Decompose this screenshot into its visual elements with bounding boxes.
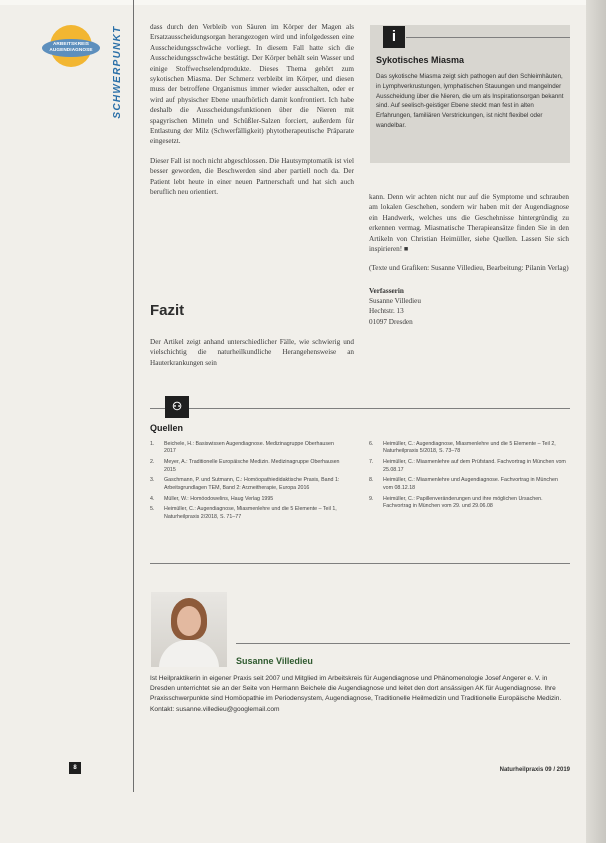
info-box-text: Das sykotische Miasma zeigt sich pathogen auf den Schleimhäuten, in Lymphverkrustungen, lymphatischen Stauungen und mangelnder Ausscheidung über die Nieren, die um als Inspirationsorgan bekannt sind. Auf seelisch-geistiger Ebene steckt man fest in alten Erfahrungen, familiären Verstrickungen, ist nicht flexibel oder wandelbar. — [376, 73, 564, 129]
info-icon: i — [383, 26, 405, 48]
author-contact: Kontakt: susanne.villedieu@googlemail.com — [150, 705, 280, 713]
source-item: 9. Heimüller, C.: Papillenveränderungen und ihre möglichen Ursachen. Fachvortrag in München vom 29. und 29.06.08 — [369, 495, 543, 510]
author-rule — [236, 643, 570, 644]
photo-body — [159, 640, 219, 667]
sources-list-left — [150, 441, 346, 525]
sources-rule — [150, 408, 570, 409]
fazit-paragraph: Der Artikel zeigt anhand unterschiedlicher Fälle, wie schwierig und vielschichtig die naturheilkundliche Herangehensweise an Hauterkrankungen sein — [150, 338, 354, 367]
source-item: 6. Heimüller, C.: Augendiagnose, Miasmenlehre und die 5 Elemente – Teil 2, Naturheilpraxis 5/2018, S. 73–78 — [369, 441, 556, 455]
logo-line-1: ARBEITSKREIS — [52, 41, 90, 46]
section-label-text: SCHWERPUNKT — [112, 25, 123, 119]
author-heading: Verfasserin — [369, 286, 404, 295]
author-bio — [150, 674, 570, 715]
credits: (Texte und Grafiken: Susanne Villedieu, Bearbeitung: Pilanin Verlag) — [369, 264, 569, 273]
author-address — [369, 296, 569, 327]
fazit-heading: Fazit — [150, 302, 185, 319]
author-name: Susanne Villedieu — [236, 656, 313, 666]
source-item: 1. Beichele, H.: Basiswissen Augendiagnose. Medizinagruppe Oberhausen 2017 — [150, 441, 334, 455]
logo-line-2: AUGENDIAGNOSE — [49, 47, 93, 52]
address-street: Hechtstr. 13 — [369, 307, 404, 316]
paragraph: dass durch den Verbleib von Säuren im Körper der Magen als Ersatzausscheidungsorgan herangezogen wird und infolgedessen eine Ausscheidungsschwäche vorliegt. In diesem Fall hatte sich die Ausscheidungsschwäche bestätigt. Der Körper behält sein Wasser und einige Stoffwechselendprodukte. Dieses Thema gehört zum sykotischen Miasma. Der Schmerz verbleibt im Körper, und diesen muss der betroffene Organismus immer wieder ausschalten, oder er wird auf physischer Ebene unaufhörlich damit konfrontiert. Ich habe deshalb die Ausscheidungsfunktionen über die Nieren mit spagyrischen Mitteln und Schüßler-Salzen forciert, außerdem für Entlastung der Milz (Schwerfälligkeit) phytotherapeutische Präparate eingesetzt. — [150, 23, 354, 146]
sources-bottom-rule — [150, 563, 570, 564]
article-left-column — [150, 22, 354, 198]
spine-divider — [133, 0, 134, 792]
info-box-title: Sykotisches Miasma — [376, 55, 465, 65]
sources-title: Quellen — [150, 423, 184, 433]
article-right-column — [369, 192, 569, 327]
source-item: 4. Müller, W.: Homöodowelins, Haug Verlag 1995 — [150, 495, 274, 502]
source-item: 5. Heimüller, C.: Augendiagnose, Miasmenlehre und die 5 Elemente – Teil 1, Naturheilpraxis 2/2018, S. 71–77 — [150, 506, 337, 520]
address-name: Susanne Villedieu — [369, 297, 421, 306]
section-label — [112, 22, 124, 122]
sources-list-right — [369, 441, 569, 514]
glasses-icon: ⚇ — [165, 396, 189, 418]
paragraph: kann. Denn wir achten nicht nur auf die Symptome und schrauben am lokalen Geschehen, sondern wir haben mit der Augendiagnose ein Handwerk, welches uns die Geschehnisse hintergründig zu erkennen vermag. Miasmatische Therapieansätze finden Sie in den Artikeln von Christian Heimüller, siehe Quellen. Lassen Sie sich inspirieren! ■ — [369, 193, 569, 254]
info-box-rule — [406, 37, 570, 38]
journal-issue: Naturheilpraxis 09 / 2019 — [499, 767, 570, 773]
author-bio-text: Ist Heilpraktikerin in eigener Praxis seit 2007 und Mitglied im Arbeitskreis für Augendiagnose und Phänomenologie Josef Angerer e. V. in Dresden unterrichtet sie an der Seite von Hermann Beichele die Augendiagnose und leitet den dort ansässigen AK für Augendiagnose. Ihre Praxisschwerpunkte sind Homöopathie im Periodensystem, Augendiagnose, Traditionelle Heilmedizin und Traditionelle Europäische Medizin. — [150, 675, 562, 703]
logo-text — [38, 41, 104, 53]
author-photo — [151, 592, 227, 667]
source-item: 7. Heimüller, C.: Miasmenlehre auf dem Prüfstand. Fachvortrag in München vom 25.08.17 — [369, 459, 566, 473]
photo-face — [177, 606, 201, 636]
page-number: 8 — [69, 762, 81, 774]
arbeitskreis-logo — [38, 25, 104, 69]
source-item: 8. Heimüller, C.: Miasmenlehre und Augendiagnose. Fachvortrag in München vom 08.12.18 — [369, 477, 558, 491]
paragraph: Dieser Fall ist noch nicht abgeschlossen. Die Hautsymptomatik ist viel besser geworden, die Beschwerden sind aber partiell noch da. Der Patient lebt heute in einer neuen Partnerschaft und hat sich auch beruflich neu orientiert. — [150, 156, 354, 197]
source-item: 2. Meyer, A.: Traditionelle Europäische Medizin. Medizinagruppe Oberhausen 2015 — [150, 459, 340, 473]
paper-edge-top — [0, 0, 606, 5]
paper-edge-right — [586, 0, 606, 843]
address-city: 01097 Dresden — [369, 317, 413, 326]
source-item: 3. Gaschmann, P. und Sutmann, C.: Homöopathiedidaktische Praxis, Band 1: Arbeitsgrundlagen TEM, Band 2: Arzneitherapie, Europa 2016 — [150, 477, 340, 491]
